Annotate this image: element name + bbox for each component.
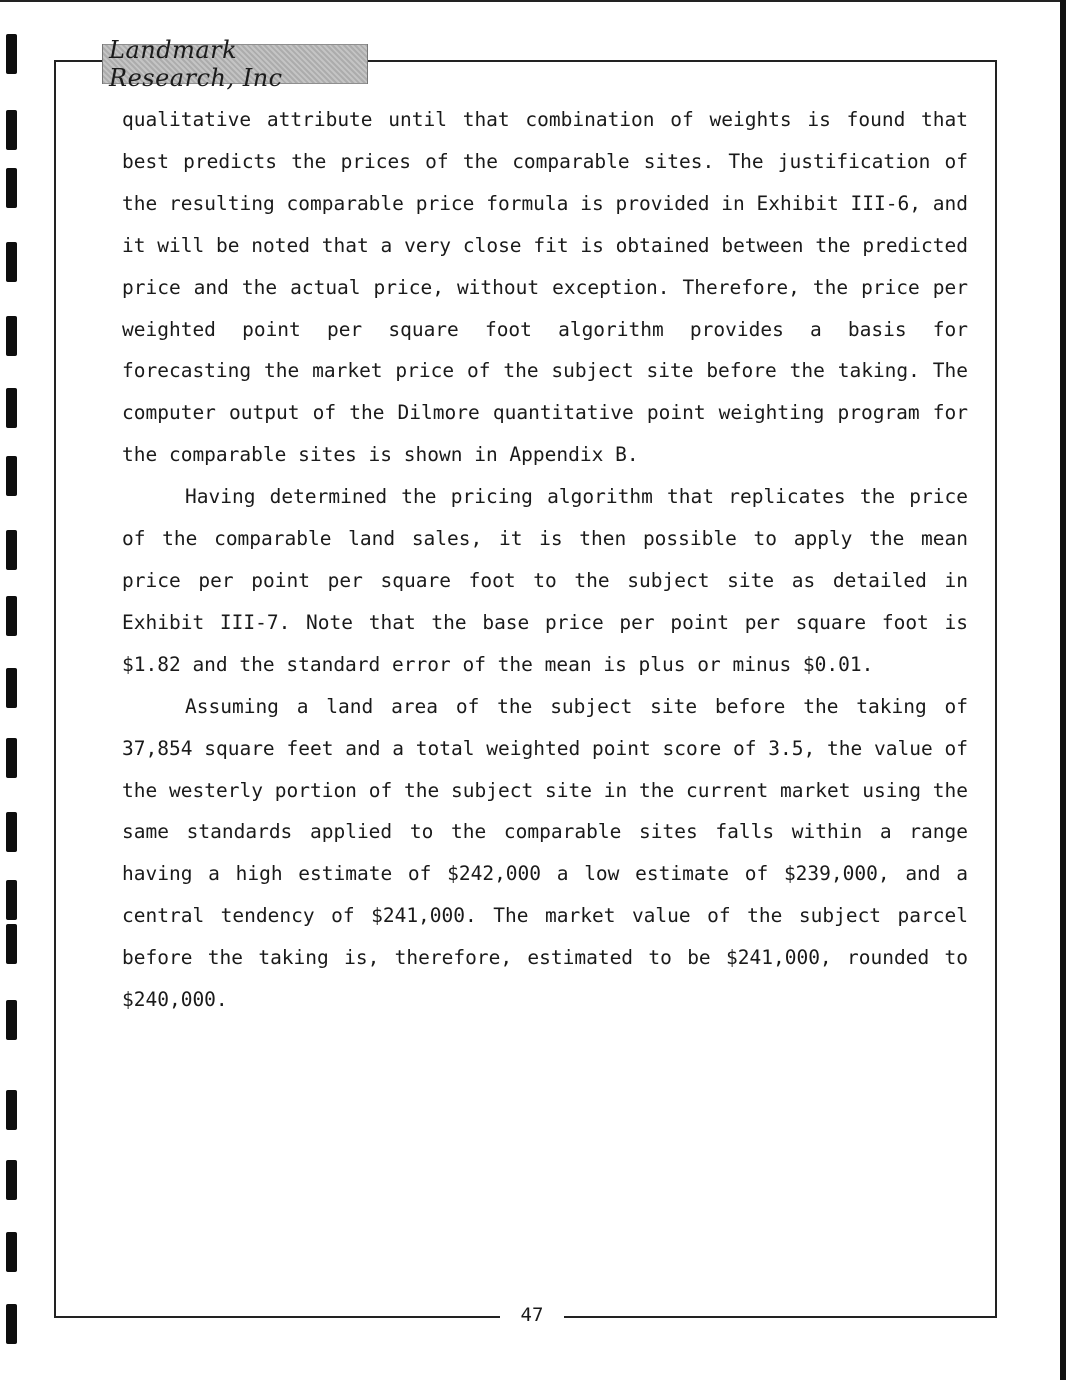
- binding-hole: [6, 812, 17, 852]
- binding-hole: [6, 34, 17, 74]
- binding-hole: [6, 1160, 17, 1200]
- paragraph: Having determined the pricing algorithm that replicates the price of the comparable land sales, it is then possible to apply the mean price per point per square foot to the subject site as detailed in Exhibit III-7. Note that the base price per point per square foot is $1.82 and the standard error of the mean is plus or minus $0.01.: [122, 485, 968, 676]
- page-number: 47: [500, 1300, 564, 1330]
- binding-hole: [6, 388, 17, 428]
- binding-hole: [6, 1090, 17, 1130]
- binding-hole: [6, 738, 17, 778]
- binding-hole: [6, 924, 17, 964]
- binding-hole: [6, 110, 17, 150]
- binding-hole: [6, 316, 17, 356]
- binding-hole: [6, 1000, 17, 1040]
- logo-text: Landmark Research, Inc: [103, 36, 367, 92]
- binding-hole: [6, 530, 17, 570]
- binding-hole: [6, 596, 17, 636]
- binding-hole: [6, 168, 17, 208]
- binding-hole: [6, 1304, 17, 1344]
- scan-top-edge: [0, 0, 1066, 2]
- binding-hole: [6, 880, 17, 920]
- scan-right-edge: [1060, 0, 1066, 1380]
- binding-hole: [6, 456, 17, 496]
- paragraph: Assuming a land area of the subject site before the taking of 37,854 square feet and a total weighted point score of 3.5, the value of the westerly portion of the subject site in the current market using the same standards applied to the comparable sites falls within a range having a high estimate of $242,000 a low estimate of $239,000, and a central tendency of $241,000. The market value of the subject parcel before the taking is, therefore, estimated to be $241,000, rounded to $240,000.: [122, 694, 968, 1012]
- binding-hole: [6, 668, 17, 708]
- binding-hole: [6, 1232, 17, 1272]
- company-logo: [102, 36, 368, 92]
- paragraph: qualitative attribute until that combination of weights is found that best predicts the prices of the comparable sites. The justification of the resulting comparable price formula is provided in Exhibit III-6, and it will be noted that a very close fit is obtained between the predicted price and the actual price, without exception. Therefore, the price per weighted point per square foot algorithm provides a basis for forecasting the market price of the subject site before the taking. The computer output of the Dilmore quantitative point weighting program for the comparable sites is shown in Appendix B.: [122, 108, 968, 467]
- body-text: [122, 99, 968, 1021]
- binding-hole: [6, 242, 17, 282]
